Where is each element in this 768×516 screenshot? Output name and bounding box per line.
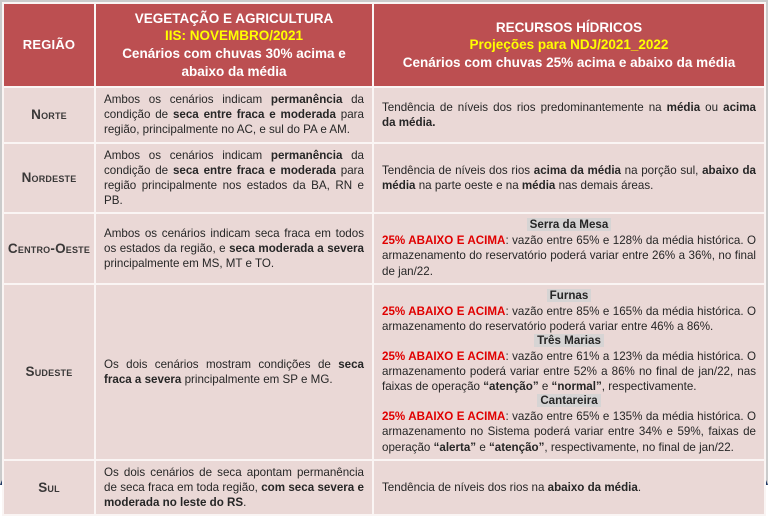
text-segment: média bbox=[521, 178, 556, 192]
text-segment: 25% ABAIXO E ACIMA bbox=[382, 349, 506, 363]
region-cell bbox=[3, 87, 95, 143]
text-segment: seca entre fraca e moderada bbox=[172, 163, 336, 177]
text-segment: e bbox=[538, 380, 552, 394]
text-segment: seca moderada a severa bbox=[229, 241, 364, 255]
text-segment: , respectivamente. bbox=[601, 380, 697, 394]
text-segment: Os dois cenários de seca apontam permanência de seca fraca em toda região, bbox=[104, 465, 364, 494]
header-vegetation bbox=[95, 3, 373, 87]
vegetation-header-title: VEGETAÇÃO E AGRICULTURA bbox=[134, 10, 334, 26]
text-segment: Ambos os cenários indicam bbox=[104, 148, 271, 162]
hydro-cell bbox=[373, 143, 765, 214]
hydro-cell bbox=[373, 213, 765, 283]
hydro-header-scenario: Cenários com chuvas 25% acima e abaixo da média bbox=[402, 54, 736, 70]
text-segment: : vazão entre 85% e 165% da média histórica. O armazenamento do reservatório poderá variar entre 46% a 86%. bbox=[382, 304, 757, 333]
reservoir-heading bbox=[382, 289, 756, 304]
text-segment: “alerta” bbox=[433, 440, 477, 454]
table-body bbox=[3, 87, 765, 515]
text-segment: : vazão entre 65% e 135% da média histórica. O armazenamento no Sistema poderá variar entre 34% e 59%, faixas de operação bbox=[382, 410, 757, 454]
text-segment: acima da média. bbox=[382, 100, 756, 129]
table-row bbox=[3, 143, 765, 214]
text-segment: 25% ABAIXO E ACIMA bbox=[382, 234, 506, 248]
text-segment: principalmente em SP e MG. bbox=[181, 372, 333, 386]
reservoir-heading-text: Três Marias bbox=[534, 334, 604, 347]
vegetation-cell bbox=[95, 213, 373, 283]
text-segment: 25% ABAIXO E ACIMA bbox=[382, 304, 506, 318]
text-segment: ou bbox=[700, 100, 724, 114]
text-paragraph bbox=[382, 480, 756, 495]
region-cell bbox=[3, 143, 95, 214]
reservoir-heading bbox=[382, 394, 756, 409]
region-label: Sudeste bbox=[25, 363, 73, 379]
text-paragraph bbox=[382, 304, 756, 334]
text-segment: Tendência de níveis dos rios bbox=[382, 163, 534, 177]
text-paragraph bbox=[104, 465, 364, 511]
region-label: Nordeste bbox=[21, 170, 77, 186]
vegetation-cell bbox=[95, 87, 373, 143]
reservoir-heading-text: Furnas bbox=[547, 289, 592, 302]
text-segment: “atenção” bbox=[483, 380, 539, 394]
region-label: Sul bbox=[38, 479, 60, 495]
region-label: Centro-Oeste bbox=[7, 240, 91, 256]
text-paragraph bbox=[104, 226, 364, 272]
text-segment: na porção sul, bbox=[621, 163, 703, 177]
table-row bbox=[3, 87, 765, 143]
text-segment: da condição de bbox=[104, 93, 364, 122]
region-label: Norte bbox=[31, 106, 67, 122]
vegetation-cell bbox=[95, 284, 373, 460]
text-segment: Tendência de níveis dos rios predominantemente na bbox=[382, 100, 667, 114]
text-segment: acima da média bbox=[533, 163, 621, 177]
text-segment: seca fraca a severa bbox=[104, 357, 364, 386]
text-segment: “atenção” bbox=[489, 440, 545, 454]
table-row bbox=[3, 460, 765, 516]
text-paragraph bbox=[104, 92, 364, 138]
text-segment: , respectivamente, no final de jan/22. bbox=[544, 440, 734, 454]
text-segment: na parte oeste e na bbox=[415, 178, 522, 192]
table-row bbox=[3, 213, 765, 283]
text-segment: para região, principalmente no AC, e sul do PA e AM. bbox=[104, 108, 364, 137]
text-segment: “normal” bbox=[551, 380, 602, 394]
reservoir-heading-text: Cantareira bbox=[537, 394, 600, 407]
hydro-cell bbox=[373, 460, 765, 516]
text-segment: seca entre fraca e moderada bbox=[172, 108, 336, 122]
text-paragraph bbox=[382, 163, 756, 193]
text-segment: abaixo da média bbox=[547, 480, 638, 494]
region-cell bbox=[3, 284, 95, 460]
table-row bbox=[3, 284, 765, 460]
text-segment: abaixo da média bbox=[382, 163, 756, 192]
text-segment: : vazão entre 65% e 128% da média histórica. O armazenamento do reservatório poderá variar entre 26% a 36%, no final de jan/22. bbox=[382, 234, 757, 278]
text-segment: permanência bbox=[270, 93, 343, 106]
hydro-header-title: RECURSOS HÍDRICOS bbox=[495, 19, 643, 35]
hydro-cell bbox=[373, 87, 765, 143]
text-paragraph bbox=[382, 349, 756, 395]
header-region: REGIÃO bbox=[3, 3, 95, 87]
text-paragraph bbox=[382, 100, 756, 130]
text-segment: Os dois cenários mostram condições de bbox=[104, 357, 339, 371]
text-paragraph bbox=[104, 357, 364, 387]
header-row bbox=[3, 3, 765, 87]
vegetation-header-subtitle: IIS: NOVEMBRO/2021 bbox=[164, 28, 304, 44]
text-paragraph bbox=[382, 409, 756, 455]
reservoir-heading bbox=[382, 334, 756, 349]
hydro-cell bbox=[373, 284, 765, 460]
reservoir-heading-text: Serra da Mesa bbox=[527, 218, 612, 231]
text-segment: média bbox=[666, 100, 701, 114]
text-segment: com seca severa e moderada no leste do RS bbox=[104, 480, 364, 510]
text-segment: nas demais áreas. bbox=[555, 178, 654, 192]
vegetation-cell bbox=[95, 143, 373, 214]
header-hydro bbox=[373, 3, 765, 87]
text-segment: : vazão entre 61% a 123% da média histórica. O armazenamento poderá variar entre 52% a 86% no final de jan/22, nas faixas de operação bbox=[382, 349, 757, 394]
region-cell bbox=[3, 460, 95, 516]
text-segment: 25% ABAIXO E ACIMA bbox=[382, 410, 506, 424]
text-segment: Ambos os cenários indicam bbox=[104, 93, 271, 106]
text-segment: e bbox=[476, 440, 489, 454]
text-segment: . bbox=[637, 480, 642, 494]
text-paragraph bbox=[104, 148, 364, 209]
regions-table bbox=[2, 2, 766, 516]
vegetation-header-scenario: Cenários com chuvas 30% acima e abaixo da média bbox=[122, 46, 346, 79]
text-paragraph bbox=[382, 233, 756, 279]
hydro-header-subtitle: Projeções para NDJ/2021_2022 bbox=[469, 37, 669, 53]
text-segment: da condição de bbox=[104, 148, 364, 177]
text-segment: Ambos os cenários indicam seca fraca em todos os estados da região, e bbox=[104, 226, 364, 255]
text-segment: principalmente em MS, MT e TO. bbox=[104, 257, 275, 271]
region-cell bbox=[3, 213, 95, 283]
vegetation-cell bbox=[95, 460, 373, 516]
text-segment: Tendência de níveis dos rios na bbox=[382, 480, 548, 494]
text-segment: permanência bbox=[270, 148, 343, 162]
reservoir-heading bbox=[382, 218, 756, 233]
text-segment: . bbox=[243, 496, 247, 510]
text-segment: para região principalmente nos estados da BA, RN e PB. bbox=[104, 163, 364, 208]
